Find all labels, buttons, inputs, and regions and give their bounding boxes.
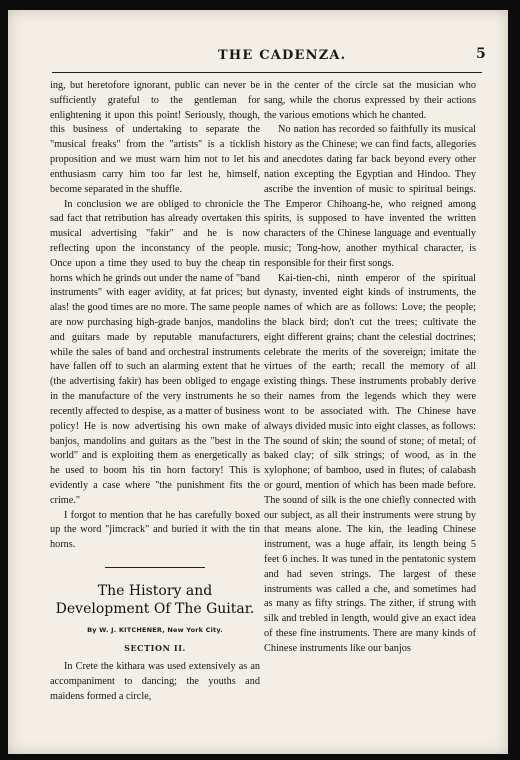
- paragraph: In Crete the kithara was used extensively as an accompaniment to dancing; the youths and maidens formed a circle,: [50, 661, 260, 702]
- paragraph: in the center of the circle sat the musician who sang, while the chorus expressed by their actions the various emotions which he chanted.: [264, 80, 476, 121]
- page-number: 5: [476, 46, 486, 62]
- header-rule: [52, 72, 482, 73]
- magazine-page: [8, 10, 508, 754]
- section-heading: SECTION II.: [124, 643, 186, 653]
- running-title: THE CADENZA.: [218, 48, 347, 63]
- paragraph: Kai-tien-chi, ninth emperor of the spiritual dynasty, invented eight kinds of instruments, the names of which are as follows: Love; the people; the black bird; don't cut the trees; cultivate the eight different grains; chant the celestial doctrines; celebrate the merits of the sovereign; imitate the virtues of the earth; recall the memory of all existing things. These instruments probably derive their names from the legends which they were wont to be associated with. The Chinese have always divided music into eight classes, as follows: The sound of skin; the sound of stone; of metal; of baked clay; of silk strings; of wood, as in the xylophone; of bamboo, used in flutes; of calabash or gourd, mention of which has been made before. The sound of silk is the one chiefly connected with our subject, as all their instruments were strung by that means alone. The kin, the leading Chinese instrument, was a huge affair, its length being 5 feet 6 inches. It was tuned in the pentatonic system and had seven strings. The largest of these instruments was called a che, and sometimes had as many as fifty strings. The zither, if strung with silk and trebled in length, would give an exact idea of these fine instruments. There are many kinds of Chinese instruments like our banjos: [264, 272, 476, 654]
- paragraph: No nation has recorded so faithfully its musical history as the Chinese; we can find facts, allegories and anecdotes dating far back beyond every other nation excepting the Egyptian and Hindoo. They ascribe the invention of music to spiritual beings. The Emperor Chihoang-he, who reigned among spirits, is supposed to have invented the written characters of the Chinese language and eventually music; Tong-how, another mythical character, is responsible for their first songs.: [264, 124, 476, 269]
- paragraph: ing, but heretofore ignorant, public can never be sufficiently grateful to the gentleman for enlightening it upon this point! Seriously, though, this business of undertaking to separate the "musical freaks" from the "artists" is a ticklish proposition and we must warn him not to let his enthusiasm carry him too far lest he, himself, become separated in the shuffle.: [50, 80, 260, 195]
- article-divider: [105, 567, 205, 568]
- paragraph: In conclusion we are obliged to chronicle the sad fact that retribution has already overtaken this musical advertising "fakir" and he is now reflecting upon the inconstancy of the people. Once upon a time they used to buy the cheap tin horns which he grinds out under the name of "band instruments" with eager avidity, at fat prices; but alas! the good times are no more. The same people are now purchasing high-grade banjos, mandolins and guitars made by reputable manufacturers, while the sales of band and orchestral instruments have fallen off to such an alarming extent that he (the advertising fakir) has been obliged to engage in the manufacture of the very instruments he so recently affected to despise, as a matter of business policy! He is now advertising his own make of banjos, mandolins and guitars as the "best in the world" and is exploiting them as energetically as he used to boom his tin horn factory! This is evidently a case where "the punishment fits the crime.": [50, 198, 260, 506]
- article-title: The History and Development Of The Guitar.: [55, 583, 255, 617]
- running-head: [8, 48, 508, 70]
- right-column: [264, 79, 476, 657]
- left-column: [50, 79, 260, 704]
- paragraph: I forgot to mention that he has carefully boxed up the word "jimcrack" and buried it with the tin horns.: [50, 509, 260, 551]
- article-byline: By W. J. KITCHENER, New York City.: [87, 626, 223, 634]
